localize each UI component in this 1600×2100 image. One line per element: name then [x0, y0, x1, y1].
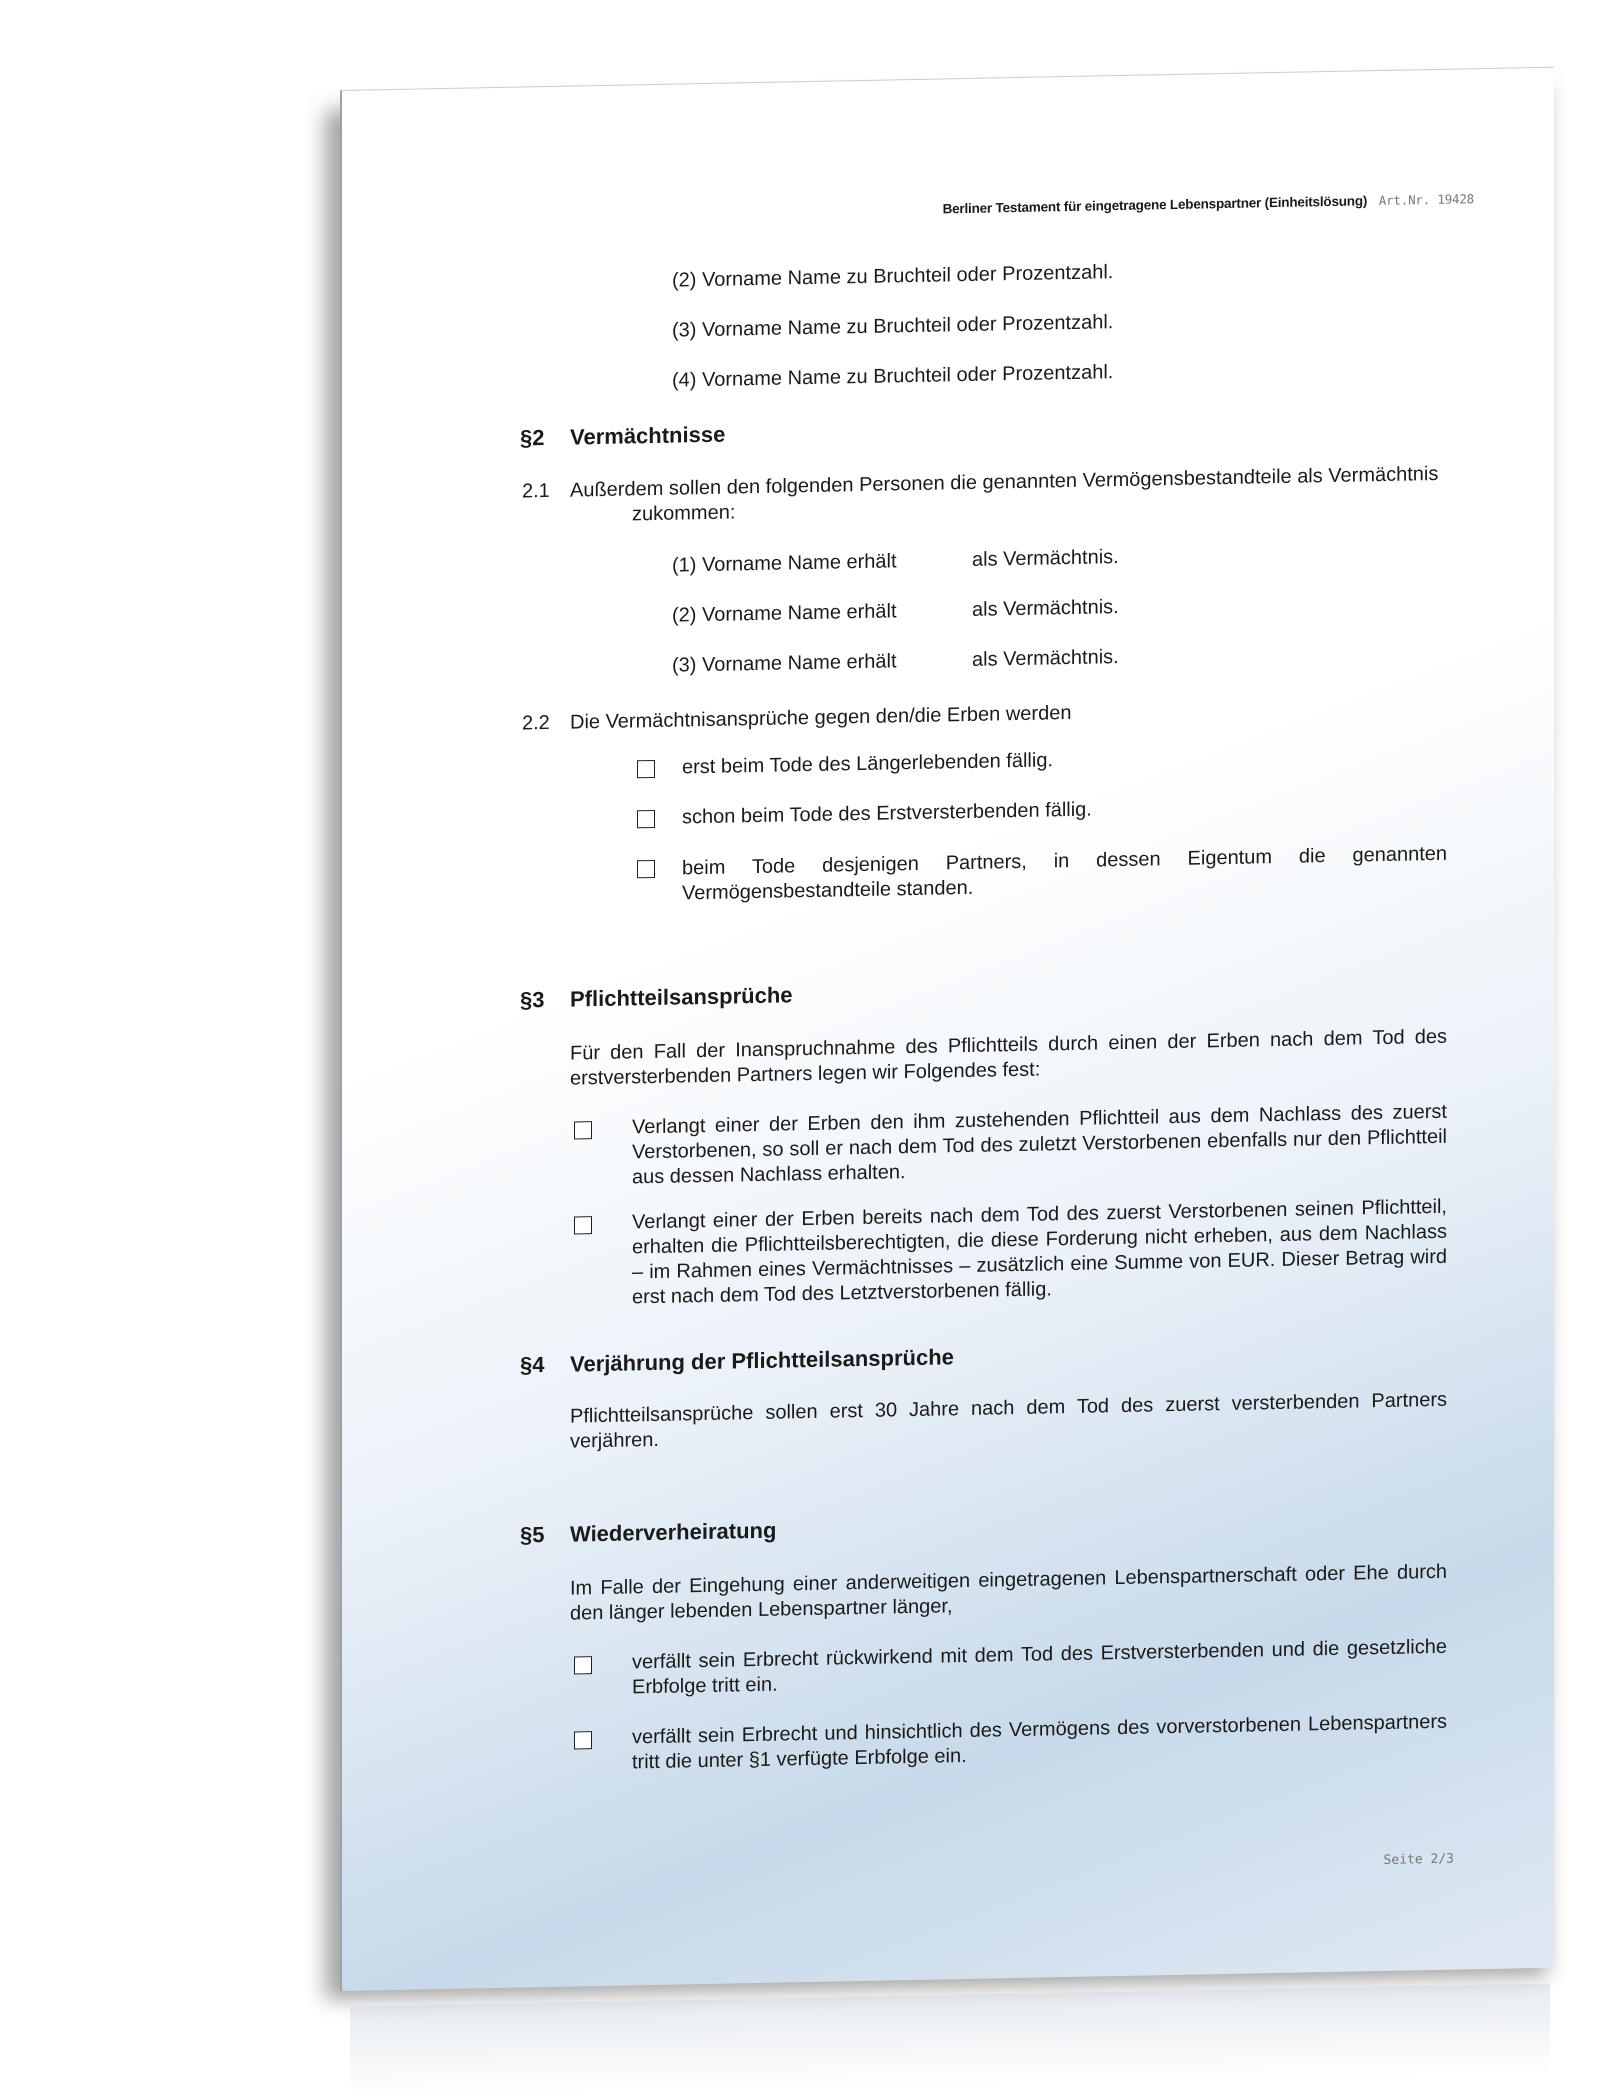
page-reflection [350, 1983, 1550, 2096]
option-checkbox[interactable] [574, 1121, 592, 1139]
page-number: Seite 2/3 [1383, 1851, 1454, 1868]
clause-2-1-text-cont: zukommen: [632, 501, 736, 526]
option-text: erst beim Tode des Längerlebenden fällig. [682, 749, 1053, 779]
option-text: schon beim Tode des Erstversterbenden fällig. [682, 798, 1092, 829]
document-title: Berliner Testament für eingetragene Lebenspartner (Einheitslösung) [942, 193, 1368, 217]
legate-2-suffix: als Vermächtnis. [972, 596, 1119, 621]
section-3-intro: Für den Fall der Inanspruchnahme des Pflichtteils durch einen der Erben nach dem Tod des erstversterbenden Partners legen wir Folgendes fest: [570, 1025, 1447, 1090]
article-number: Art.Nr. 19428 [1378, 191, 1474, 209]
clause-2-2-number: 2.2 [522, 711, 550, 735]
section-5-title: Wiederverheiratung [570, 1517, 777, 1547]
option-checkbox[interactable] [574, 1656, 592, 1674]
legate-1-suffix: als Vermächtnis. [972, 546, 1119, 571]
section-4-title: Verjährung der Pflichtteilsansprüche [570, 1344, 954, 1377]
legate-1-name: (1) Vorname Name erhält [672, 550, 897, 577]
legate-3-name: (3) Vorname Name erhält [672, 650, 897, 677]
legate-2-name: (2) Vorname Name erhält [672, 600, 897, 627]
section-4-text: Pflichtteilsansprüche sollen erst 30 Jahre nach dem Tod des zuerst versterbenden Partners verjähren. [570, 1388, 1447, 1453]
option-checkbox[interactable] [637, 860, 655, 878]
option-text: beim Tode desjenigen Partners, in dessen Eigentum die genannten Vermögensbestandteile standen. [682, 842, 1447, 905]
section-2-number: §2 [520, 425, 545, 451]
section-2-title: Vermächtnisse [570, 421, 726, 450]
document-header [943, 191, 1474, 216]
section-5-intro: Im Falle der Eingehung einer anderweitigen eingetragenen Lebenspartnerschaft oder Ehe durch den länger lebenden Lebenspartner länger, [570, 1560, 1447, 1625]
option-text: Verlangt einer der Erben den ihm zustehenden Pflichtteil aus dem Nachlass des zuerst Verstorbenen, so soll er nach dem Tod des zuletzt Verstorbenen ebenfalls nur den Pflichtteil aus dessen Nachlass erhalten. [632, 1100, 1447, 1189]
section-3-number: §3 [520, 987, 545, 1013]
clause-2-2-text: Die Vermächtnisansprüche gegen den/die Erben werden [570, 701, 1072, 734]
option-text: verfällt sein Erbrecht rückwirkend mit dem Tod des Erstversterbenden und die gesetzliche Erbfolge tritt ein. [632, 1635, 1447, 1699]
section-5-number: §5 [520, 1522, 545, 1548]
clause-2-1-number: 2.1 [522, 479, 550, 503]
heir-line-3: (3) Vorname Name zu Bruchteil oder Prozentzahl. [672, 311, 1114, 342]
section-3-title: Pflichtteilsansprüche [570, 982, 793, 1012]
option-checkbox[interactable] [574, 1731, 592, 1749]
heir-line-2: (2) Vorname Name zu Bruchteil oder Prozentzahl. [672, 261, 1114, 292]
heir-line-4: (4) Vorname Name zu Bruchteil oder Prozentzahl. [672, 361, 1114, 392]
clause-2-1-text: Außerdem sollen den folgenden Personen die genannten Vermögensbestandteile als Vermächtnis [570, 462, 1439, 502]
option-text: Verlangt einer der Erben bereits nach dem Tod des zuerst Verstorbenen seinen Pflichtteil, erhalten die Pflichtteilsberechtigten, die diese Forderung nicht erheben, aus dem Nachlass – im Rahmen eines Vermächtnisses – zusätzlich eine Summe von EUR. Dieser Betrag wird erst nach dem Tod des Letztverstorbenen fällig. [632, 1195, 1447, 1309]
section-4-number: §4 [520, 1352, 545, 1378]
legate-3-suffix: als Vermächtnis. [972, 646, 1119, 671]
document-page [340, 67, 1554, 1991]
option-checkbox[interactable] [574, 1216, 592, 1234]
option-checkbox[interactable] [637, 810, 655, 828]
option-checkbox[interactable] [637, 760, 655, 778]
option-text: verfällt sein Erbrecht und hinsichtlich des Vermögens des vorverstorbenen Lebenspartners tritt die unter §1 verfügte Erbfolge ein. [632, 1710, 1447, 1774]
